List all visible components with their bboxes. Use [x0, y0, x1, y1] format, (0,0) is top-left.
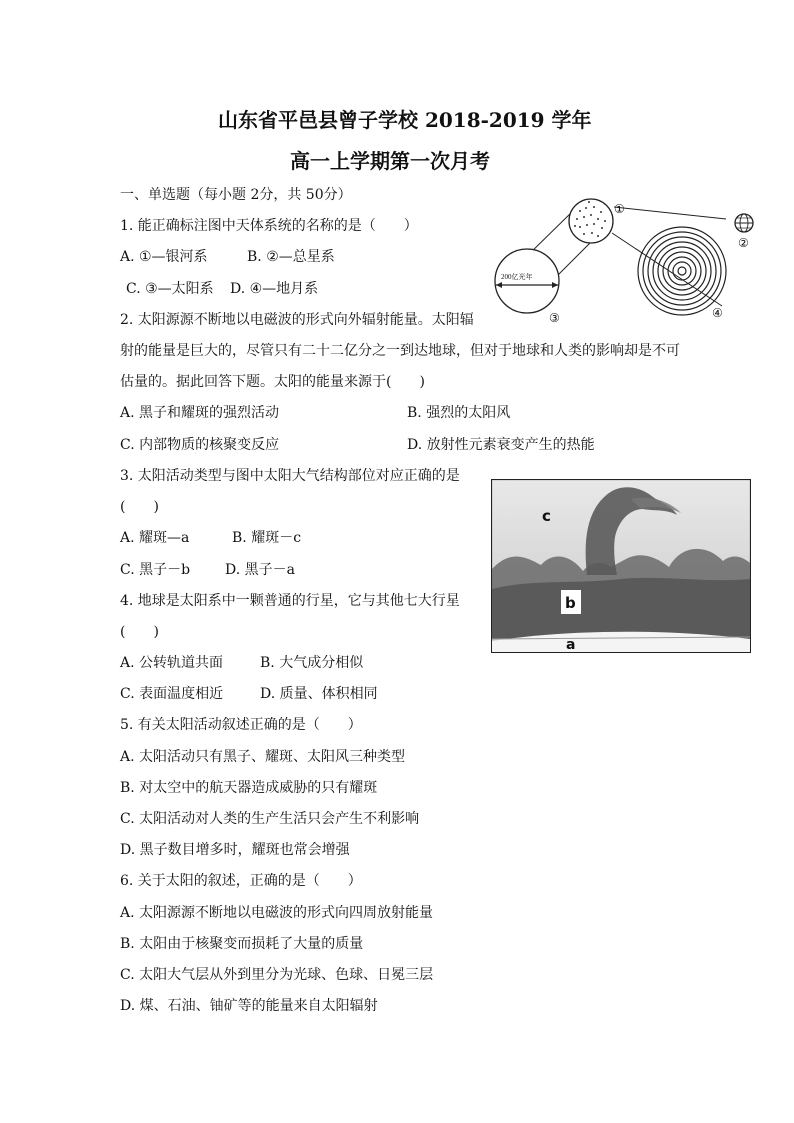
- label-c: c: [542, 507, 551, 525]
- scale-label: 200亿光年: [501, 273, 533, 281]
- q3-option-a: A. 耀斑—a: [120, 530, 190, 546]
- circle-3-universe: [495, 249, 559, 313]
- label-1: ①: [614, 202, 625, 216]
- q3-option-d: D. 黑子－a: [225, 562, 295, 578]
- q6-option-d: D. 煤、石油、铀矿等的能量来自太阳辐射: [120, 998, 378, 1014]
- q5-stem: 5. 有关太阳活动叙述正确的是（ ）: [120, 717, 362, 733]
- exam-title-line2: 高一上学期第一次月考: [290, 149, 490, 173]
- q5-option-a: A. 太阳活动只有黑子、耀斑、太阳风三种类型: [120, 749, 406, 765]
- q2-option-c: C. 内部物质的核聚变反应: [120, 437, 280, 453]
- q1-option-a: A. ①—银河系: [120, 249, 208, 265]
- q4-option-d: D. 质量、体积相同: [260, 686, 378, 702]
- q5-option-c: C. 太阳活动对人类的生产生活只会产生不利影响: [120, 811, 420, 827]
- q2-stem-line1: 2. 太阳源源不断地以电磁波的形式向外辐射能量。太阳辐: [120, 312, 474, 328]
- solar-atmosphere-photo: [491, 479, 751, 653]
- q6-stem: 6. 关于太阳的叙述，正确的是（ ）: [120, 873, 362, 889]
- label-b: b: [565, 594, 576, 612]
- section-heading: 一、单选题（每小题 2分，共 50分）: [120, 187, 352, 203]
- label-4: ④: [712, 306, 723, 320]
- q5-option-d: D. 黑子数目增多时，耀斑也常会增强: [120, 842, 350, 858]
- q2-stem-line2: 射的能量是巨大的，尽管只有二十二亿分之一到达地球，但对于地球和人类的影响却是不可: [120, 343, 680, 359]
- q4-option-a: A. 公转轨道共面: [120, 655, 224, 671]
- q2-option-d: D. 放射性元素衰变产生的热能: [407, 437, 595, 453]
- q4-paren: ( ): [120, 624, 159, 640]
- circle-4-concentric: [638, 227, 726, 315]
- q3-stem: 3. 太阳活动类型与图中太阳大气结构部位对应正确的是: [120, 468, 460, 484]
- q6-option-c: C. 太阳大气层从外到里分为光球、色球、日冕三层: [120, 967, 434, 983]
- label-3: ③: [549, 311, 560, 325]
- q3-option-c: C. 黑子－b: [120, 562, 191, 578]
- celestial-systems-diagram: [494, 193, 766, 327]
- q4-stem: 4. 地球是太阳系中一颗普通的行星，它与其他七大行星: [120, 593, 460, 609]
- q6-option-a: A. 太阳源源不断地以电磁波的形式向四周放射能量: [120, 905, 434, 921]
- q2-option-b: B. 强烈的太阳风: [407, 405, 511, 421]
- q4-option-c: C. 表面温度相近: [120, 686, 224, 702]
- q1-option-c: C. ③—太阳系: [126, 281, 214, 297]
- q2-option-a: A. 黑子和耀斑的强烈活动: [120, 405, 280, 421]
- q3-paren: ( ): [120, 499, 159, 515]
- q1-option-b: B. ②—总星系: [247, 249, 335, 265]
- q4-option-b: B. 大气成分相似: [260, 655, 364, 671]
- label-2: ②: [738, 236, 749, 250]
- q3-option-b: B. 耀斑－c: [232, 530, 302, 546]
- exam-title-line1: 山东省平邑县曾子学校 2018-2019 学年: [218, 108, 592, 132]
- q2-stem-line3: 估量的。据此回答下题。太阳的能量来源于( ): [120, 374, 425, 390]
- q6-option-b: B. 太阳由于核聚变而损耗了大量的质量: [120, 936, 364, 952]
- q1-stem: 1. 能正确标注图中天体系统的名称的是（ ）: [120, 218, 418, 234]
- q5-option-b: B. 对太空中的航天器造成威胁的只有耀斑: [120, 780, 378, 796]
- circle-1-dotted: [569, 199, 613, 243]
- label-a: a: [566, 637, 576, 653]
- q1-option-d: D. ④—地月系: [230, 281, 319, 297]
